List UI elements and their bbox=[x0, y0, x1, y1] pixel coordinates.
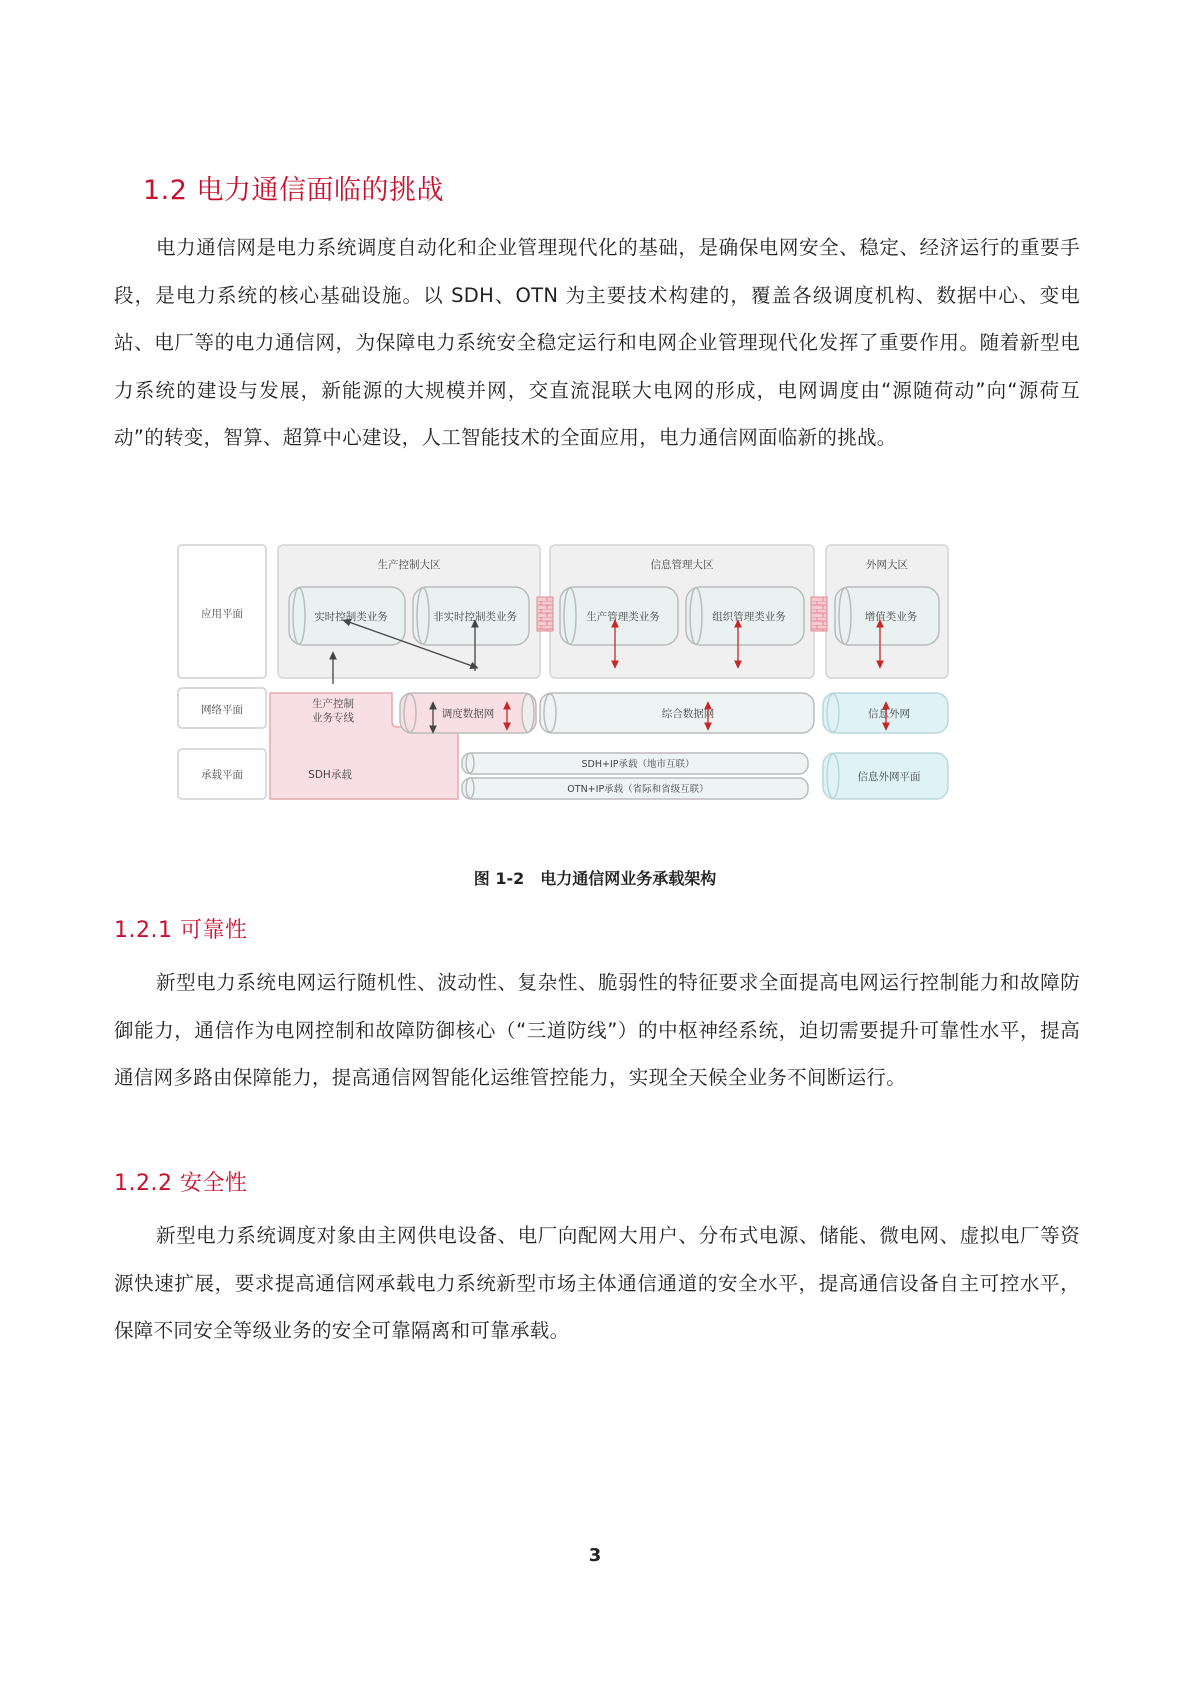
sdh-ip-label: SDH+IP承载（地市互联） bbox=[581, 759, 695, 770]
integrated-network-label: 综合数据网 bbox=[661, 708, 715, 720]
zone-info-label: 信息管理大区 bbox=[650, 559, 714, 571]
service-nonrealtime bbox=[413, 587, 529, 645]
dedicated-line-label-1: 生产控制 bbox=[312, 698, 354, 710]
dedicated-line-label-2: 业务专线 bbox=[312, 712, 354, 724]
firewall-icon bbox=[811, 597, 827, 631]
service-orgmgmt-label: 组织管理类业务 bbox=[712, 611, 786, 623]
zone-production-label: 生产控制大区 bbox=[377, 559, 441, 571]
security-heading: 1.2.2 安全性 bbox=[114, 1171, 248, 1196]
service-orgmgmt bbox=[686, 587, 804, 645]
intro-paragraph: 电力通信网是电力系统调度自动化和企业管理现代化的基础，是确保电网安全、稳定、经济运行的重要手段，是电力系统的核心基础设施。以 SDH、OTN 为主要技术构建的，覆盖各级调度机构、数据中心、变电站、电厂等的电力通信网，为保障电力系统安全稳定运行和电网企业管理现代化发挥了重要作用。随着新型电力系统的建设与发展，新能源的大规模并网，交直流混联大电网的形成，电网调度由“源随荷动”向“源荷互动”的转变，智算、超算中心建设，人工智能技术的全面应用，电力通信网面临新的挑战。 bbox=[114, 236, 1080, 449]
sdh-ip-pipe bbox=[462, 753, 808, 774]
service-prodmgmt-label: 生产管理类业务 bbox=[586, 611, 660, 623]
service-realtime-label: 实时控制类业务 bbox=[314, 611, 388, 623]
sdh-label: SDH承载 bbox=[308, 769, 352, 781]
service-prodmgmt bbox=[560, 587, 678, 645]
plane-bearer-label: 承载平面 bbox=[201, 769, 243, 781]
plane-labels bbox=[178, 545, 266, 799]
dispatch-network bbox=[400, 693, 536, 733]
otn-ip-pipe bbox=[462, 778, 808, 799]
service-nonrealtime-label: 非实时控制类业务 bbox=[433, 611, 517, 623]
section-heading: 1.2 电力通信面临的挑战 bbox=[143, 175, 445, 206]
figure-caption: 图 1-2 电力通信网业务承载架构 bbox=[473, 869, 717, 888]
firewall-icon bbox=[537, 597, 553, 631]
plane-net-label: 网络平面 bbox=[201, 704, 243, 716]
service-valueadded-label: 增值类业务 bbox=[864, 611, 918, 623]
reliability-paragraph: 新型电力系统电网运行随机性、波动性、复杂性、脆弱性的特征要求全面提高电网运行控制能力和故障防御能力，通信作为电网控制和故障防御核心（“三道防线”）的中枢神经系统，迫切需要提升可靠性水平，提高通信网多路由保障能力，提高通信网智能化运维管控能力，实现全天候全业务不间断运行。 bbox=[114, 971, 1080, 1089]
reliability-heading: 1.2.1 可靠性 bbox=[114, 918, 248, 943]
zone-external-label: 外网大区 bbox=[866, 559, 908, 571]
page-number: 3 bbox=[588, 1545, 602, 1566]
service-valueadded bbox=[835, 587, 939, 645]
otn-ip-label: OTN+IP承载（省际和省级互联） bbox=[567, 784, 709, 795]
external-plane-label: 信息外网平面 bbox=[857, 771, 921, 783]
architecture-diagram bbox=[178, 545, 958, 795]
external-network-label: 信息外网 bbox=[868, 708, 910, 720]
external-plane bbox=[823, 753, 948, 799]
dispatch-network-label: 调度数据网 bbox=[441, 708, 495, 720]
security-paragraph: 新型电力系统调度对象由主网供电设备、电厂向配网大用户、分布式电源、储能、微电网、虚拟电厂等资源快速扩展，要求提高通信网承载电力系统新型市场主体通信通道的安全水平，提高通信设备自主可控水平，保障不同安全等级业务的安全可靠隔离和可靠承载。 bbox=[114, 1224, 1080, 1342]
plane-app-label: 应用平面 bbox=[201, 608, 243, 620]
integrated-network bbox=[540, 693, 814, 733]
